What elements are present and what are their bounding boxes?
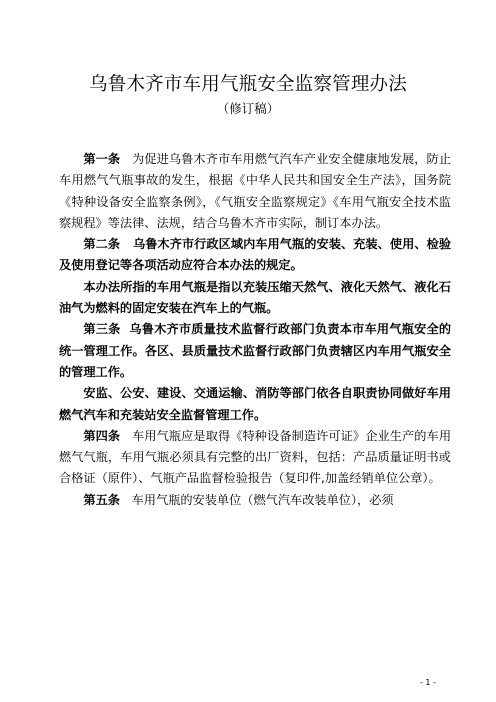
article-number: 第四条 [83,428,121,443]
article-number: 第五条 [83,492,120,507]
article-number: 第二条 [83,237,121,252]
article-text: 乌鲁木齐市行政区域内车用气瓶的安装、充装、使用、检验及使用登记等各项活动应符合本办法的规定。 [59,237,452,273]
paragraph-article-2-scope [59,277,451,320]
paragraph-text: 本办法所指的车用气瓶是指以充装压缩天然气、液化天然气、液化石油气为燃料的固定安装在汽车上的气瓶。 [59,279,451,316]
article-text: 车用气瓶应是取得《特种设备制造许可证》企业生产的车用燃气气瓶，车用气瓶必须具有完整的出厂资料，包括：产品质量证明书或合格证（原件）、气瓶产品监督检验报告（复印件,加盖经销单位公章）。 [59,428,452,486]
article-number: 第三条 [83,322,121,337]
article-text: 为促进乌鲁木齐市车用燃气汽车产业安全健康地发展，防止车用燃气气瓶事故的发生，根据《中华人民共和国安全生产法》，国务院《特种设备安全监察条例》，《气瓶安全监察规定》《车用气瓶安全技术监察规程》等法律、法规，结合乌鲁木齐市实际，制订本办法。 [59,152,452,230]
document-title: 乌鲁木齐市车用气瓶安全监察管理办法 [89,74,407,95]
paragraph-article-3 [59,319,451,383]
paragraph-text: 安监、公安、建设、交通运输、消防等部门依各自职责协同做好车用燃气汽车和充装站安全监督管理工作。 [59,386,451,422]
paragraph-article-2 [59,234,451,277]
article-text: 车用气瓶的安装单位（燃气汽车改装单位），必须 [131,492,394,507]
paragraph-article-5 [59,490,451,511]
document-subtitle: （修订稿） [216,101,280,116]
paragraph-article-1 [59,149,451,234]
paragraph-article-3-cooperation [59,383,451,426]
article-text: 乌鲁木齐市质量技术监督行政部门负责本市车用气瓶安全的统一管理工作。各区、县质量技术监督行政部门负责辖区内车用气瓶安全的管理工作。 [59,322,452,379]
document-body [59,149,451,511]
article-number: 第一条 [83,152,121,166]
paragraph-article-4 [59,426,451,490]
page-number: - 1 - [420,678,436,687]
